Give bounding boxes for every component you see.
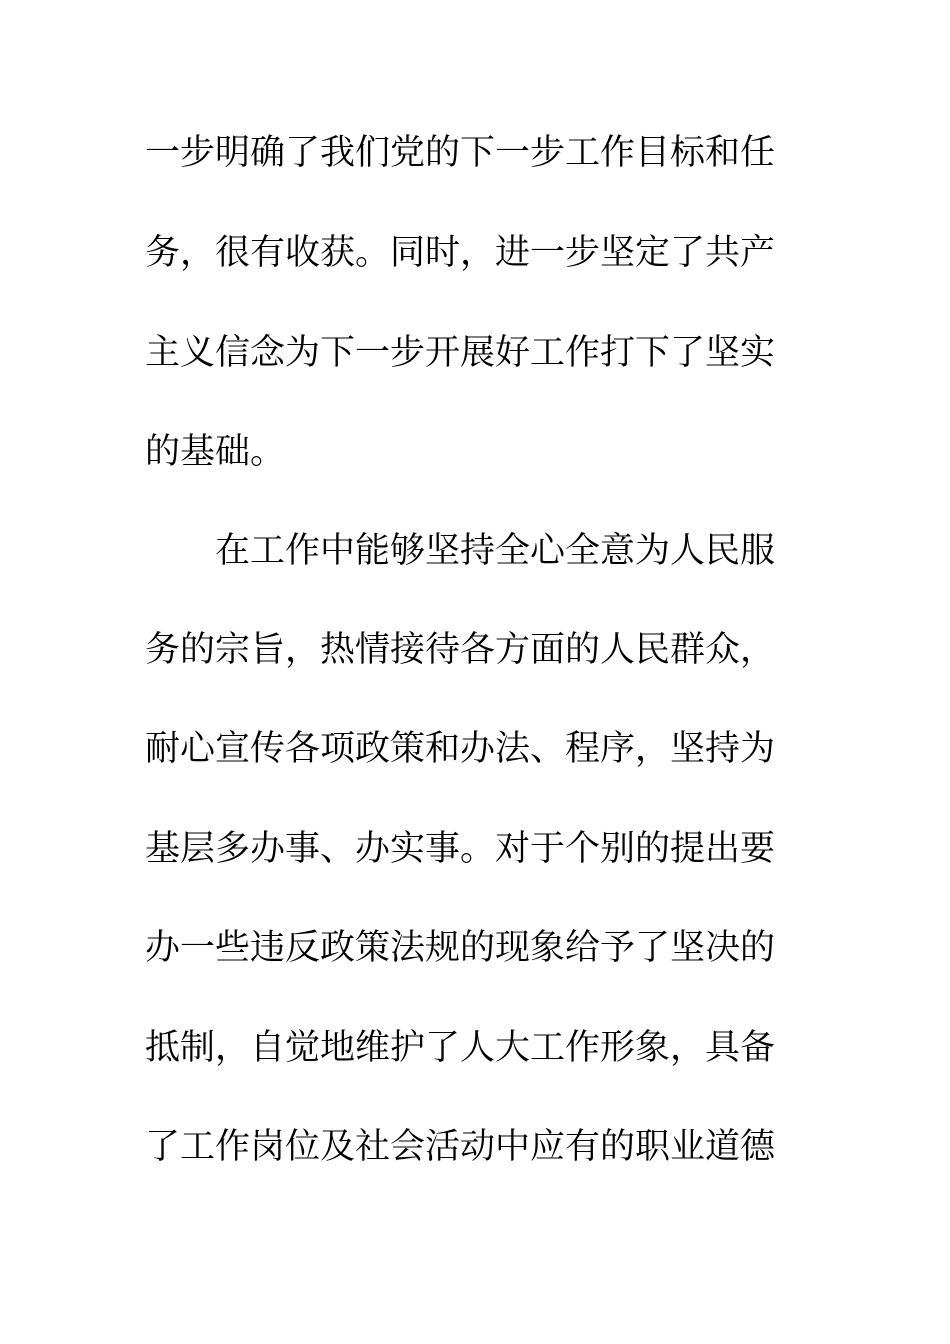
- paragraph-first-line: 在工作中能够坚持全心全意为人民服: [215, 531, 776, 571]
- text-line: 耐心宣传各项政策和办法、程序，坚持为: [145, 729, 776, 769]
- text-line: 主义信念为下一步开展好工作打下了坚实: [145, 333, 776, 373]
- text-line: 办一些违反政策法规的现象给予了坚决的: [145, 928, 776, 968]
- text-line: 了工作岗位及社会活动中应有的职业道德: [145, 1127, 776, 1167]
- text-line: 务的宗旨，热情接待各方面的人民群众，: [145, 630, 776, 670]
- text-line: 基层多办事、办实事。对于个别的提出要: [145, 829, 776, 869]
- text-line: 抵制，自觉地维护了人大工作形象，具备: [145, 1028, 776, 1068]
- text-line: 务，很有收获。同时，进一步坚定了共产: [145, 233, 776, 273]
- text-line: 一步明确了我们党的下一步工作目标和任: [145, 133, 776, 173]
- text-line: 的基础。: [145, 432, 286, 472]
